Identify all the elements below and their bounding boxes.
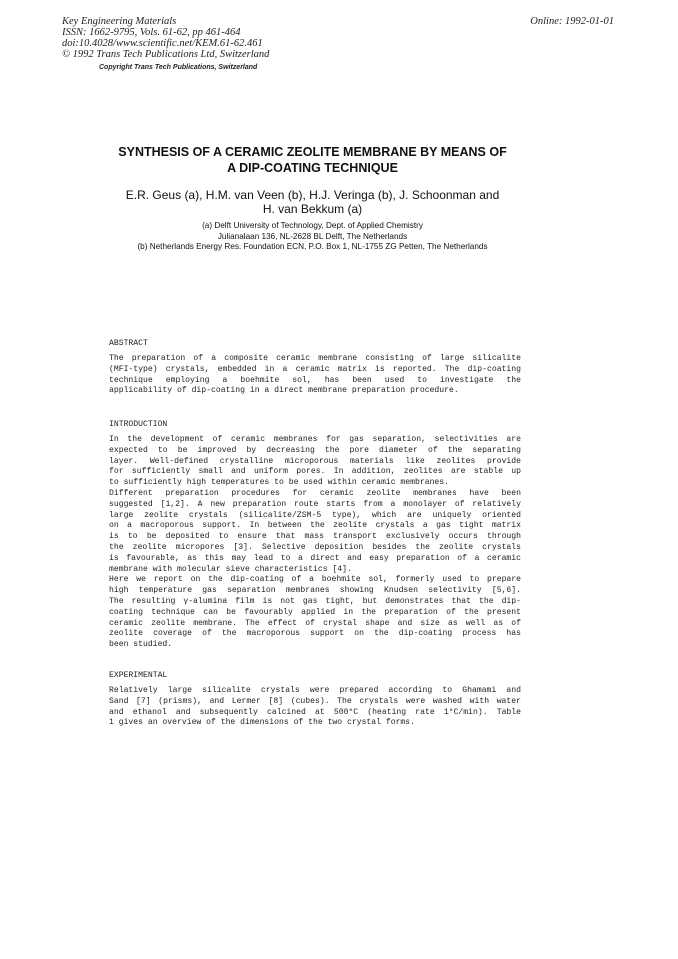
experimental-text bbox=[109, 686, 521, 729]
author-list bbox=[100, 188, 525, 216]
title-line-1: SYNTHESIS OF A CERAMIC ZEOLITE MEMBRANE BY MEANS OF bbox=[118, 145, 507, 159]
title-line-2: A DIP-COATING TECHNIQUE bbox=[227, 161, 398, 175]
abstract-line: technique employing a boehmite sol, has been used to investigate the bbox=[109, 375, 521, 385]
introduction-line: coating technique can be favourably applied in the preparation of the present bbox=[109, 607, 521, 617]
authors-line-1: E.R. Geus (a), H.M. van Veen (b), H.J. Veringa (b), J. Schoonman and bbox=[125, 188, 500, 202]
introduction-line: The resulting γ-alumina film is not gas tight, but demonstrates that the dip- bbox=[109, 596, 521, 606]
introduction-line: In the development of ceramic membranes for gas separation, selectivities are bbox=[109, 435, 521, 444]
abstract-line: (MFI-type) crystals, embedded in a ceramic matrix is reported. The dip-coating bbox=[109, 364, 521, 374]
introduction-line: been studied. bbox=[109, 640, 173, 650]
introduction-line: large zeolite crystals (silicalite/ZSM-5 type), which are uniquely oriented bbox=[109, 510, 521, 520]
introduction-line: on a macroporous support. In between the zeolite crystals a gas tight matrix bbox=[109, 521, 521, 531]
introduction-line: for sufficiently small and uniform pores. In addition, zeolites are stable up bbox=[109, 467, 521, 477]
publisher-line: © 1992 Trans Tech Publications Ltd, Switzerland bbox=[62, 49, 270, 60]
introduction-line: Here we report on the dip-coating of a boehmite sol, formerly used to prepare bbox=[109, 575, 521, 585]
introduction-line: membrane with molecular sieve characteristics [4]. bbox=[109, 564, 352, 574]
introduction-line: high temperature gas separation membranes showing Knudsen selectivity [5,6]. bbox=[109, 586, 521, 596]
journal-header bbox=[62, 16, 269, 60]
copyright-notice: Copyright Trans Tech Publications, Switzerland bbox=[99, 64, 258, 71]
introduction-text bbox=[109, 435, 521, 651]
affiliations bbox=[100, 221, 525, 253]
experimental-line: Sand [7] (prisms), and Lermer [8] (cubes). The crystals were washed with water bbox=[109, 696, 521, 706]
doi-line: doi:10.4028/www.scientific.net/KEM.61-62.461 bbox=[62, 38, 263, 49]
experimental-line: and ethanol and subsequently calcined at 500°C (heating rate 1°C/min). Table bbox=[109, 707, 521, 717]
paper-title bbox=[100, 144, 525, 176]
abstract-heading: ABSTRACT bbox=[109, 339, 148, 348]
abstract-line: The preparation of a composite ceramic membrane consisting of large silicalite bbox=[109, 354, 521, 363]
introduction-line: to sufficiently high temperatures to be used within ceramic membranes. bbox=[109, 478, 449, 488]
abstract-text bbox=[109, 354, 521, 397]
introduction-line: Different preparation procedures for ceramic zeolite membranes have been bbox=[109, 488, 521, 498]
affiliation-line-2: Julianalaan 136, NL-2628 BL Delft, The Netherlands bbox=[217, 231, 408, 241]
introduction-line: is to be deposited to ensure that mass transport exclusively occurs through bbox=[109, 532, 521, 542]
experimental-heading: EXPERIMENTAL bbox=[109, 671, 168, 680]
introduction-line: expected to be improved by decreasing the pore diameter of the separating bbox=[109, 445, 521, 455]
introduction-heading: INTRODUCTION bbox=[109, 420, 168, 429]
abstract-line: applicability of dip-coating in a direct membrane preparation procedure. bbox=[109, 386, 459, 396]
authors-line-2: H. van Bekkum (a) bbox=[262, 202, 363, 216]
introduction-line: zeolite coverage of the macroporous support on the dip-coating process has bbox=[109, 629, 521, 639]
issn-line: ISSN: 1662-9795, Vols. 61-62, pp 461-464 bbox=[62, 27, 241, 38]
experimental-line: 1 gives an overview of the dimensions of the two crystal forms. bbox=[109, 718, 415, 728]
affiliation-line-3: (b) Netherlands Energy Res. Foundation ECN, P.O. Box 1, NL-1755 ZG Petten, The Netherlands bbox=[137, 242, 488, 251]
introduction-line: is favourable, as this may lead to a direct and easy preparation of a ceramic bbox=[109, 553, 521, 563]
introduction-line: suggested [1,2]. A new preparation route starts from a monolayer of relatively bbox=[109, 499, 521, 509]
introduction-line: the zeolite micropores [3]. Selective deposition besides the zeolite crystals bbox=[109, 542, 521, 552]
journal-name: Key Engineering Materials bbox=[62, 16, 177, 27]
online-date: Online: 1992-01-01 bbox=[530, 16, 614, 27]
experimental-line: Relatively large silicalite crystals were prepared according to Ghamami and bbox=[109, 686, 521, 695]
introduction-line: layer. Well-defined crystalline microporous materials like zeolites provide bbox=[109, 456, 521, 466]
affiliation-line-1: (a) Delft University of Technology, Dept. of Applied Chemistry bbox=[202, 221, 423, 230]
introduction-line: ceramic zeolite membrane. The effect of crystal shape and size as well as of bbox=[109, 618, 521, 628]
